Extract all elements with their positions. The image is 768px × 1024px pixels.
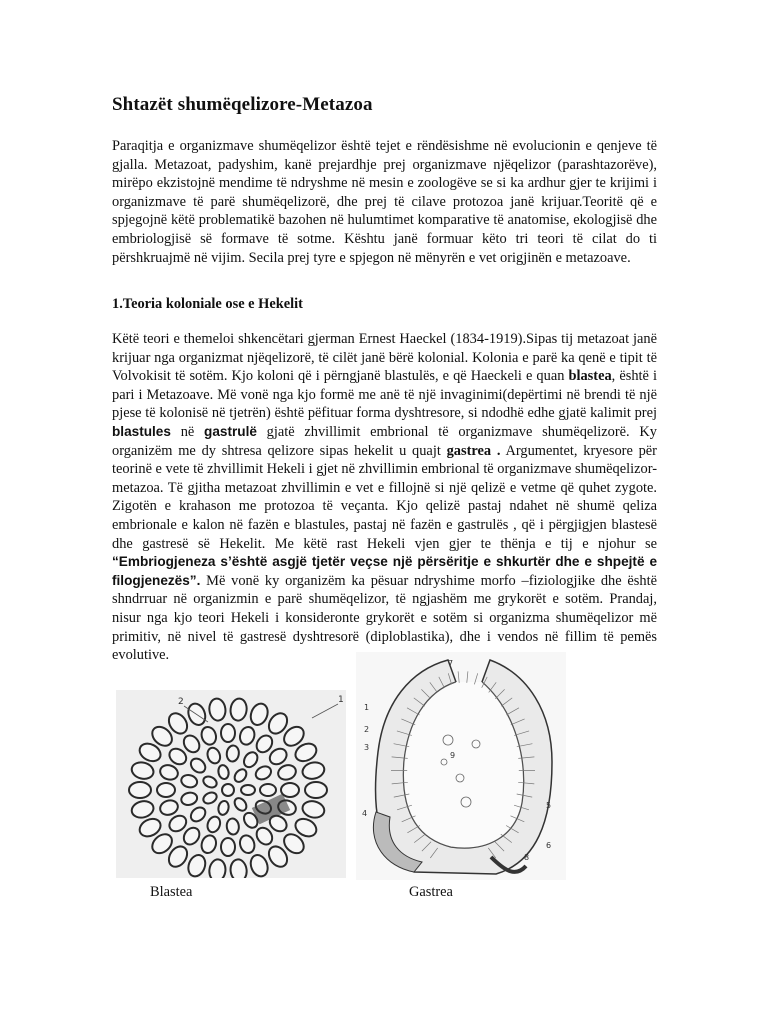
blastea-cell [226,745,240,762]
text-run: Më vonë ky organizëm ka pësuar ndryshime morfo –fiziologjike dhe është shndrruar në organizmin e parë shumëqelizor, të ngjashëm me grykorët e sotëm. Prandaj, nisur nga kjo teori Hekeli i konsideronte grykorët e sotëm si organizma shumëqelizor më primitiv, në nivel të gastresë dyshtresorë (diploblastika), dhe i vendos në fillim të pemës evolutive. [112,572,657,664]
blastea-illustration [116,690,346,878]
blastea-cell [260,784,276,796]
blastea-cell [129,782,151,798]
blastea-cell [157,783,175,797]
caption-gastrea: Gastrea [409,884,453,900]
blastea-cell [226,818,240,835]
text-run: , është i pari i Metazoave. Më vonë nga kjo formë me anë të një invaginimi(depërtimi në brendi të një pjese të kolonisë në tjetrën) është pëfituar forma dyshtresore, si ndodhë edhe gjatë kalimit prej [112,368,657,422]
bold-term-blastules: blastules [112,423,171,439]
gastrea-illustration [356,652,566,880]
intro-paragraph: Paraqitja e organizmave shumëqelizor është tejet e rëndësishme në evolucionin e qenjeve të gjalla. Metazoat, padyshim, kanë prejardhje prej organizmave njëqelizor (parashtazorëve), mirëpo ekzistojnë mendime të ndryshme në mesin e zoologëve se si ka ardhur gjer te krijimi i organizmave të parë shumëqelizorë, dhe prej të cilave protozoa janë krijuar.Teoritë që e spjegojnë këtë problematikë bazohen në hulumtimet komparative të anatomise, ekologjisë dhe embriologjisë së formave të sotme. Kështu janë formuar këto tri teori të cilat do ti përshkruajmë në vijim. Secila prej tyre e spjegon në mënyrën e vet origjinën e metazoave. [112,138,657,266]
bold-term-gastrule: gastrulë [204,423,257,439]
text-run: Argumentet, kryesore për teorinë e vete të zhvillimit Hekeli i gjet në zhvillimin embrional të organizmave shumëqelizor-metazoa. Të gjitha metazoat zhvillimin e vet e fillojnë si një qelizë e vetme që quhet zygote. Zigotën e krahason me protozoa të veçanta. Kjo qelizë pastaj ndahet në shumë qeliza embrionale e kalon në fazën e blastules, pastaj në fazën e gastrulës , që i përgjigjen blastesë dhe gastresë së Hekelit. Me këtë rast Hekeli vjen gjer te thënja e tij e njohur se [112,442,657,552]
figure-label: 5 [546,801,552,810]
figure-label: 2 [178,697,184,707]
figure-label: 2 [364,725,370,734]
bold-term-blastea: blastea [568,368,612,385]
blastea-cell [241,785,255,795]
section-heading: 1.Teoria koloniale ose e Hekelit [112,296,303,312]
quote-embriogjeneza: “Embriogjeneza s’është asgjë tjetër veçse një përsëritje e shkurtër dhe e shpejtë e filogjenezës”. [112,554,657,588]
figure-label: 3 [364,743,370,752]
bold-term-gastrea: gastrea . [446,442,501,459]
blastea-cell [305,782,327,798]
blastea-cell [221,724,235,742]
figure-label: 9 [450,751,456,760]
text-run: në [170,423,205,440]
figure-label: 1 [338,695,344,705]
blastea-cell [221,838,235,856]
document-title: Shtazët shumëqelizore-Metazoa [112,94,373,115]
figure-label: 7 [448,659,454,668]
blastea-cell [281,783,299,797]
section-paragraph [112,330,657,665]
blastea-center-cell [222,784,234,796]
figure-label: 4 [362,809,368,818]
text-run: gjatë zhvillimit embrional të organizmave shumëqelizorë. Ky organizëm me dy shtresa qelizore sipas hekelit u quajt [112,423,657,459]
text-run: Këtë teori e themeloi shkencëtari gjerman Ernest Haeckel (1834-1919).Sipas tij metazoat janë krijuar nga organizmat njëqelizorë, të cilët janë bërë kolonial. Kolonia e parë ka qenë e tipit të Volvokisit të sotëm. Kjo koloni që i përngjanë blastulës, e që Haeckeli e quan [112,331,657,385]
caption-blastea: Blastea [150,884,193,900]
figure-label: 8 [524,853,530,862]
figure-label: 1 [364,703,370,712]
figure-label: 6 [546,841,552,850]
